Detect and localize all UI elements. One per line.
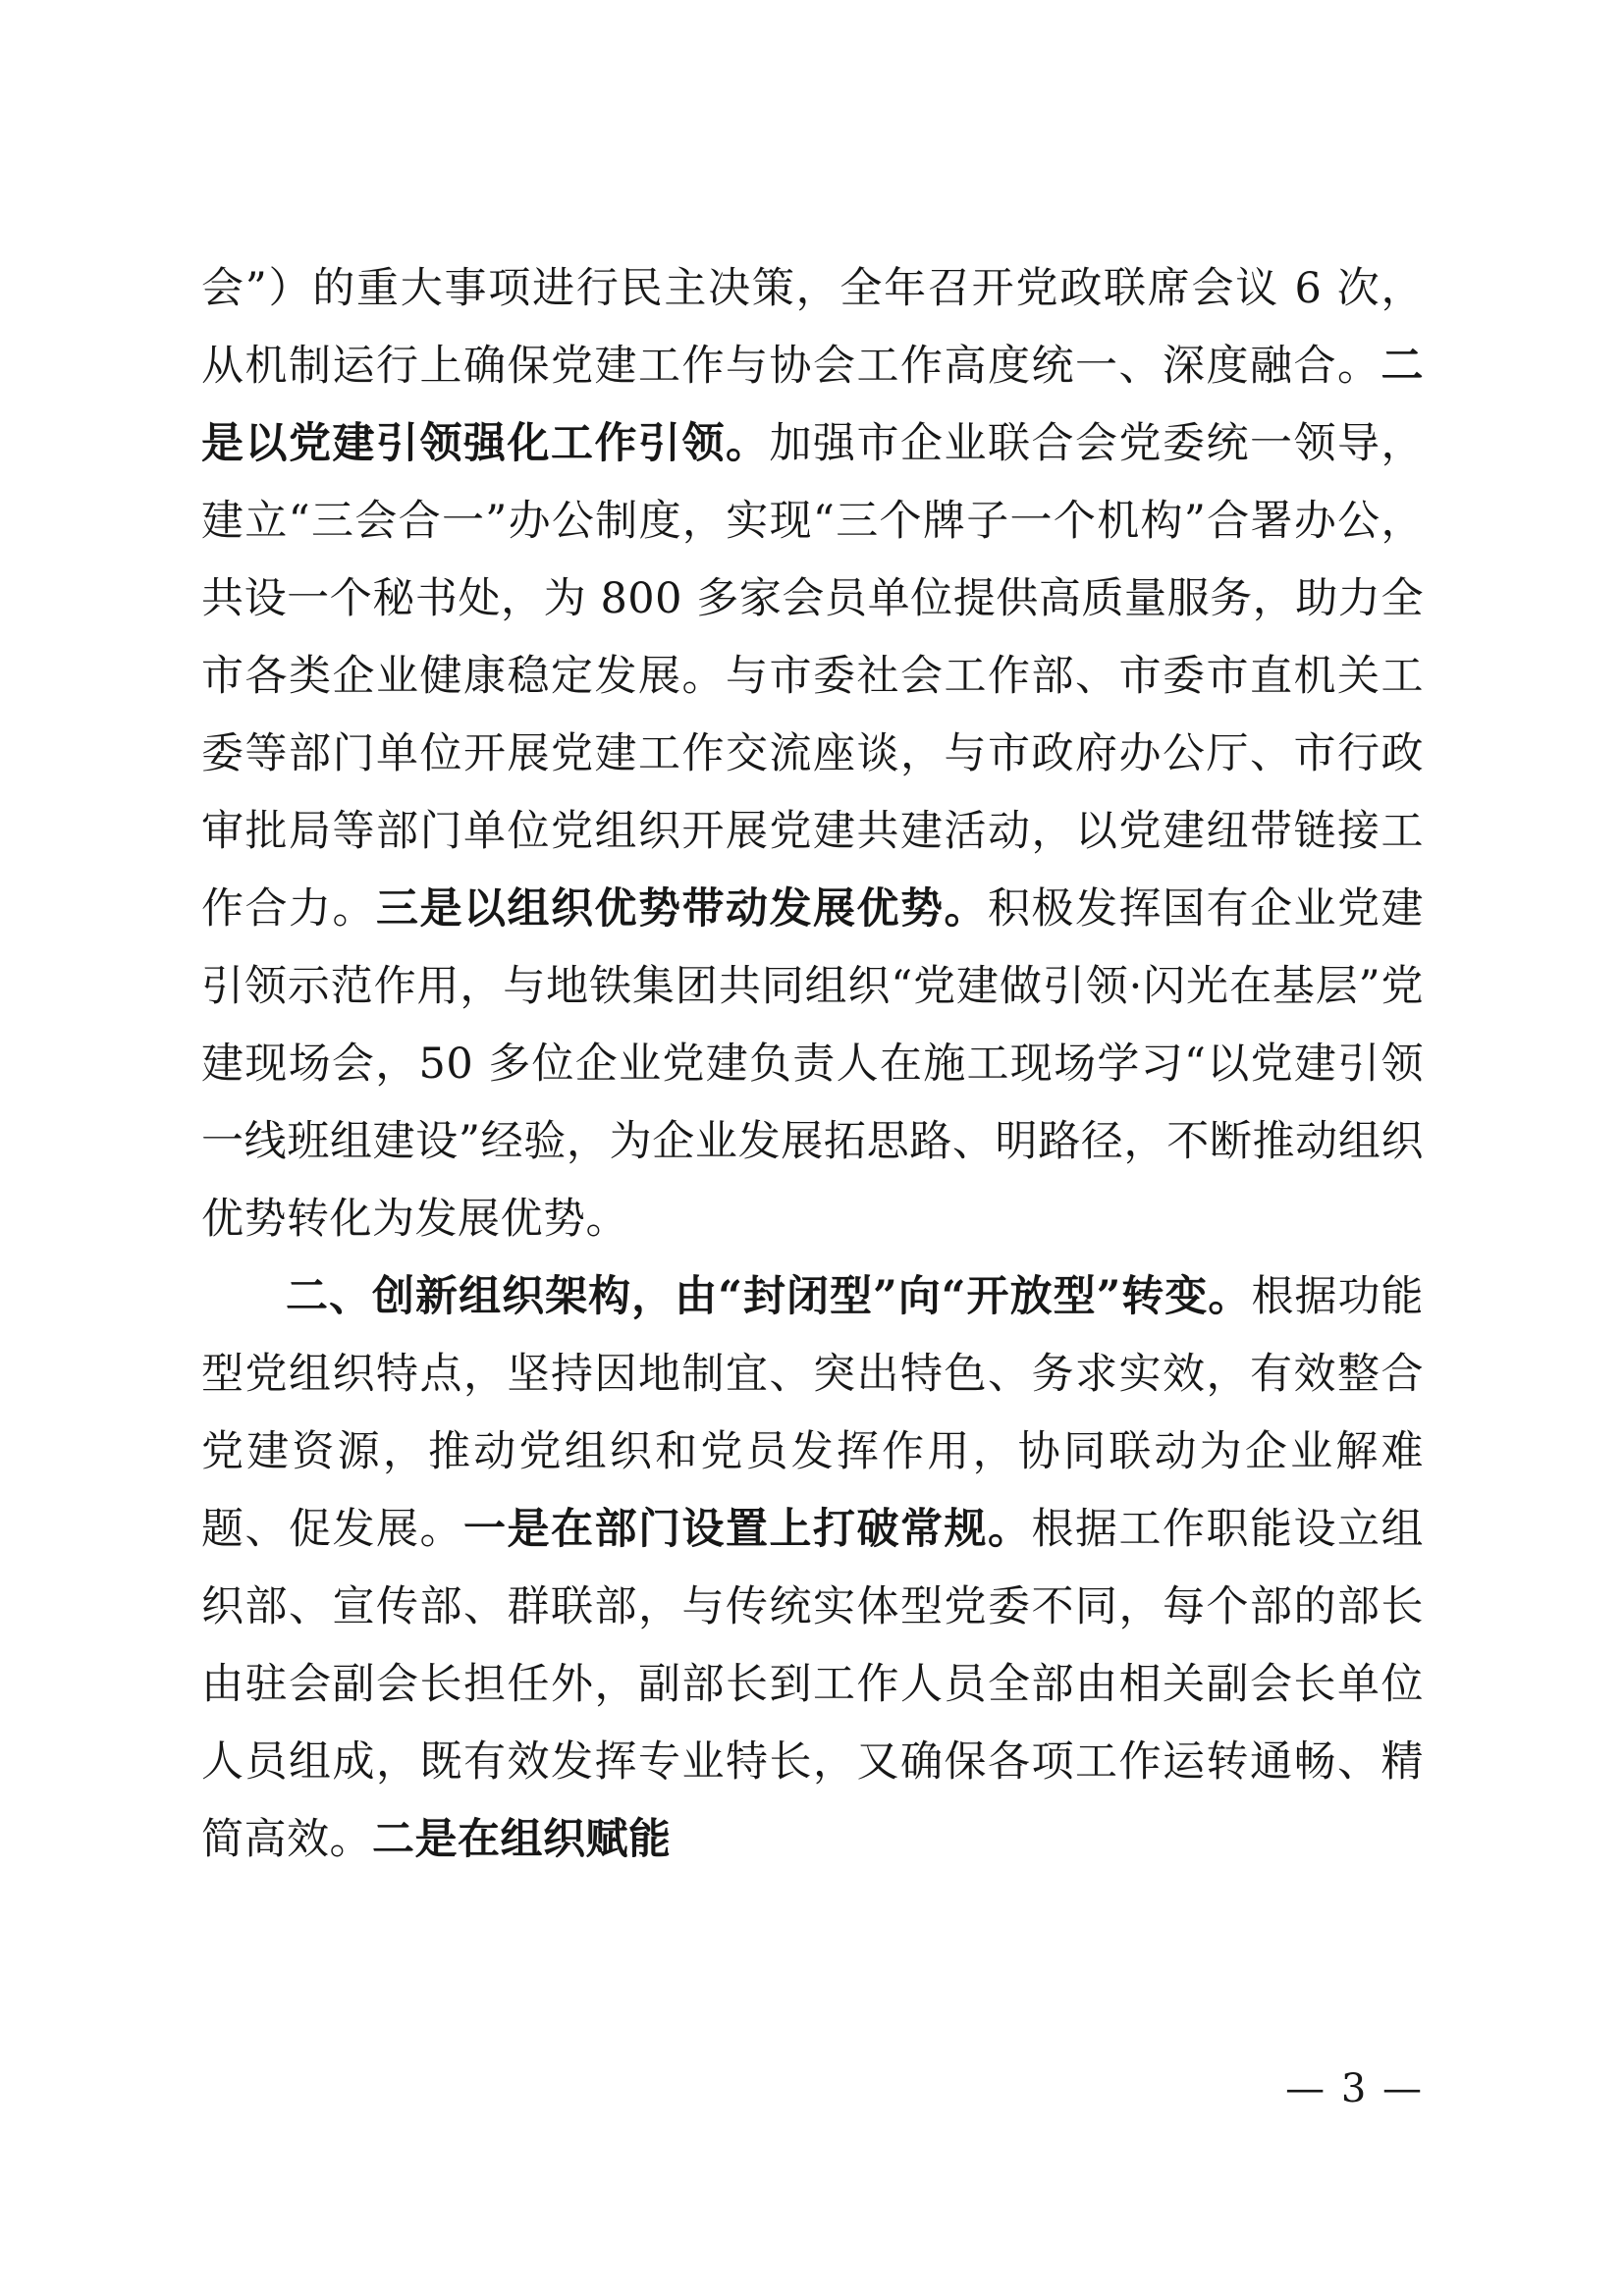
text-run: 会”）的重大事项进行民主决策，全年召开党政联席会议 6 次，从机制运行上确保党建工作与协会工作高度统一、深度融合。 (201, 264, 1424, 391)
text-run: 二是在组织赋能 (372, 1815, 672, 1864)
document-body (201, 250, 1424, 1879)
text-run: 积极发挥国有企业党建引领示范作用，与地铁集团共同组织“党建做引领·闪光在基层”党建现场会，50 多位企业党建负责人在施工现场学习“以党建引领一线班组建设”经验，为企业发展拓思路、明路径，不断推动组织优势转化为发展优势。 (201, 884, 1424, 1244)
page-number: — 3 — (1285, 2066, 1424, 2111)
text-run: 二是以党建引领强化工作引领。 (201, 342, 1424, 468)
text-run: 一是在部门设置上打破常规。 (463, 1505, 1032, 1554)
text-run: 三是以组织优势带动发展优势。 (376, 884, 988, 934)
paragraph-2 (201, 1258, 1424, 1879)
text-run: 加强市企业联合会党委统一领导，建立“三会合一”办公制度，实现“三个牌子一个机构”合署办公，共设一个秘书处，为 800 多家会员单位提供高质量服务，助力全市各类企业健康稳定发展。与市委社会工作部、市委市直机关工委等部门单位开展党建工作交流座谈，与市政府办公厅、市行政审批局等部门单位党组织开展党建共建活动，以党建纽带链接工作合力。 (201, 419, 1424, 934)
text-run: 根据工作职能设立组织部、宣传部、群联部，与传统实体型党委不同，每个部的部长由驻会副会长担任外，副部长到工作人员全部由相关副会长单位人员组成，既有效发挥专业特长，又确保各项工作运转通畅、精简高效。 (201, 1505, 1424, 1864)
text-run: 根据功能型党组织特点，坚持因地制宜、突出特色、务求实效，有效整合党建资源，推动党组织和党员发挥作用，协同联动为企业解难题、促发展。 (201, 1272, 1425, 1554)
paragraph-1 (201, 250, 1424, 1258)
text-run: 二、创新组织架构，由“封闭型”向“开放型”转变。 (286, 1272, 1252, 1321)
